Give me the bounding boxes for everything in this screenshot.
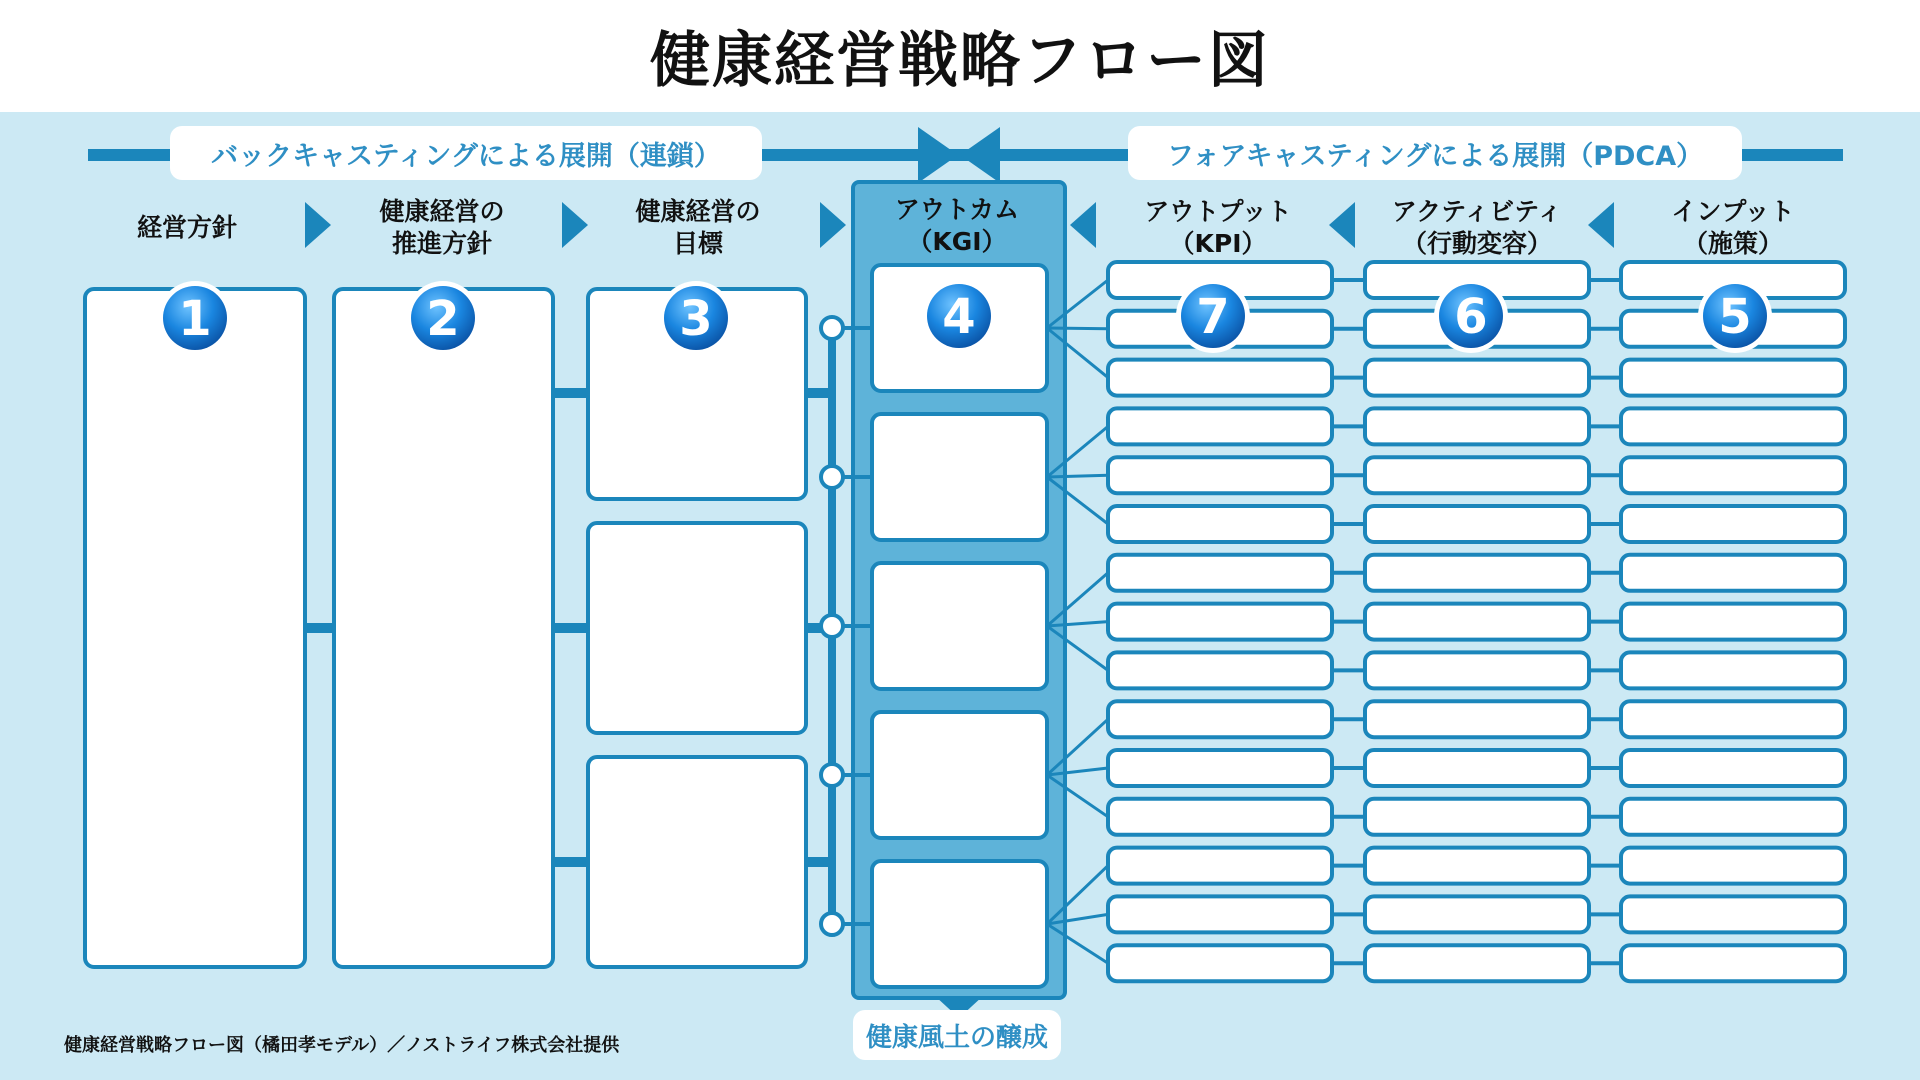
kpi-row-box: [1108, 945, 1332, 981]
column-header-line: アウトカム: [894, 195, 1020, 224]
junction-node: [821, 317, 843, 339]
column-header-outcome: [842, 194, 1072, 258]
activity-row-box: [1365, 555, 1589, 591]
column-header-policy: [72, 196, 302, 260]
kpi-row-box: [1108, 701, 1332, 737]
column-header-promotion-policy: [327, 196, 557, 260]
column-header-goal: [583, 196, 813, 260]
kpi-row-box: [1108, 555, 1332, 591]
forecasting-arrow-head: [960, 127, 1000, 183]
backcasting-banner: バックキャスティングによる展開（連鎖）: [170, 126, 762, 180]
column-header-input: [1618, 196, 1848, 260]
input-row-box: [1621, 457, 1845, 493]
number-badge-label: 1: [178, 291, 212, 347]
input-row-box: [1621, 555, 1845, 591]
junction-node: [821, 615, 843, 637]
column-header-line: （行動変容）: [1401, 229, 1552, 258]
activity-row-box: [1365, 360, 1589, 396]
kpi-row-box: [1108, 408, 1332, 444]
forecasting-banner: フォアキャスティングによる展開（PDCA）: [1128, 126, 1742, 180]
activity-row-box: [1365, 750, 1589, 786]
input-row-box: [1621, 506, 1845, 542]
column-header-line: 推進方針: [391, 229, 492, 258]
backcasting-arrow-head: [918, 127, 958, 183]
goal-box: [588, 523, 806, 733]
kpi-row-box: [1108, 848, 1332, 884]
kpi-row-box: [1108, 896, 1332, 932]
kpi-row-box: [1108, 604, 1332, 640]
outcome-bottom-label: 健康風土の醸成: [853, 1010, 1061, 1060]
promotion-policy-box: [334, 289, 553, 967]
column-header-line: 経営方針: [136, 213, 237, 242]
input-row-box: [1621, 799, 1845, 835]
junction-node: [821, 764, 843, 786]
page-title: 健康経営戦略フロー図: [0, 0, 1920, 112]
kpi-row-box: [1108, 506, 1332, 542]
kpi-row-box: [1108, 799, 1332, 835]
number-badge-label: 6: [1454, 289, 1488, 345]
input-row-box: [1621, 408, 1845, 444]
number-badge-label: 3: [679, 291, 713, 347]
column-header-line: 目標: [672, 229, 723, 258]
outcome-box: [872, 712, 1047, 838]
column-header-line: アクティビティ: [1391, 197, 1563, 226]
number-badge-label: 5: [1718, 289, 1752, 345]
input-row-box: [1621, 701, 1845, 737]
input-row-box: [1621, 750, 1845, 786]
input-row-box: [1621, 604, 1845, 640]
kpi-row-box: [1108, 652, 1332, 688]
column-header-line: 健康経営の: [379, 197, 505, 226]
number-badge-label: 7: [1196, 289, 1230, 345]
fan-connector-kpi: [1047, 328, 1108, 329]
column-header-line: インプット: [1671, 197, 1795, 226]
activity-row-box: [1365, 457, 1589, 493]
number-badge-label: 4: [942, 289, 976, 345]
column-header-line: （KPI）: [1169, 229, 1267, 258]
goal-box: [588, 757, 806, 967]
number-badge-label: 2: [426, 291, 460, 347]
kpi-row-box: [1108, 457, 1332, 493]
input-row-box: [1621, 945, 1845, 981]
header-left-triangle: [1070, 202, 1096, 248]
activity-row-box: [1365, 604, 1589, 640]
outcome-box: [872, 861, 1047, 987]
input-row-box: [1621, 360, 1845, 396]
input-row-box: [1621, 848, 1845, 884]
column-header-line: （施策）: [1682, 229, 1783, 258]
column-header-line: （KGI）: [907, 227, 1007, 256]
column-header-line: アウトプット: [1144, 197, 1292, 226]
column-header-line: 健康経営の: [635, 197, 761, 226]
activity-row-box: [1365, 652, 1589, 688]
footer-credit: 健康経営戦略フロー図（橘田孝モデル）／ノストライフ株式会社提供: [64, 1035, 620, 1056]
outcome-box: [872, 563, 1047, 689]
outcome-box: [872, 414, 1047, 540]
activity-row-box: [1365, 701, 1589, 737]
policy-box: [85, 289, 305, 967]
activity-row-box: [1365, 506, 1589, 542]
activity-row-box: [1365, 896, 1589, 932]
column-header-output: [1103, 196, 1333, 260]
kpi-row-box: [1108, 360, 1332, 396]
activity-row-box: [1365, 945, 1589, 981]
junction-node: [821, 913, 843, 935]
activity-row-box: [1365, 408, 1589, 444]
activity-row-box: [1365, 848, 1589, 884]
column-header-activity: [1362, 196, 1592, 260]
fan-connector-kpi: [1047, 475, 1108, 477]
kpi-row-box: [1108, 750, 1332, 786]
activity-row-box: [1365, 799, 1589, 835]
junction-node: [821, 466, 843, 488]
input-row-box: [1621, 896, 1845, 932]
input-row-box: [1621, 652, 1845, 688]
